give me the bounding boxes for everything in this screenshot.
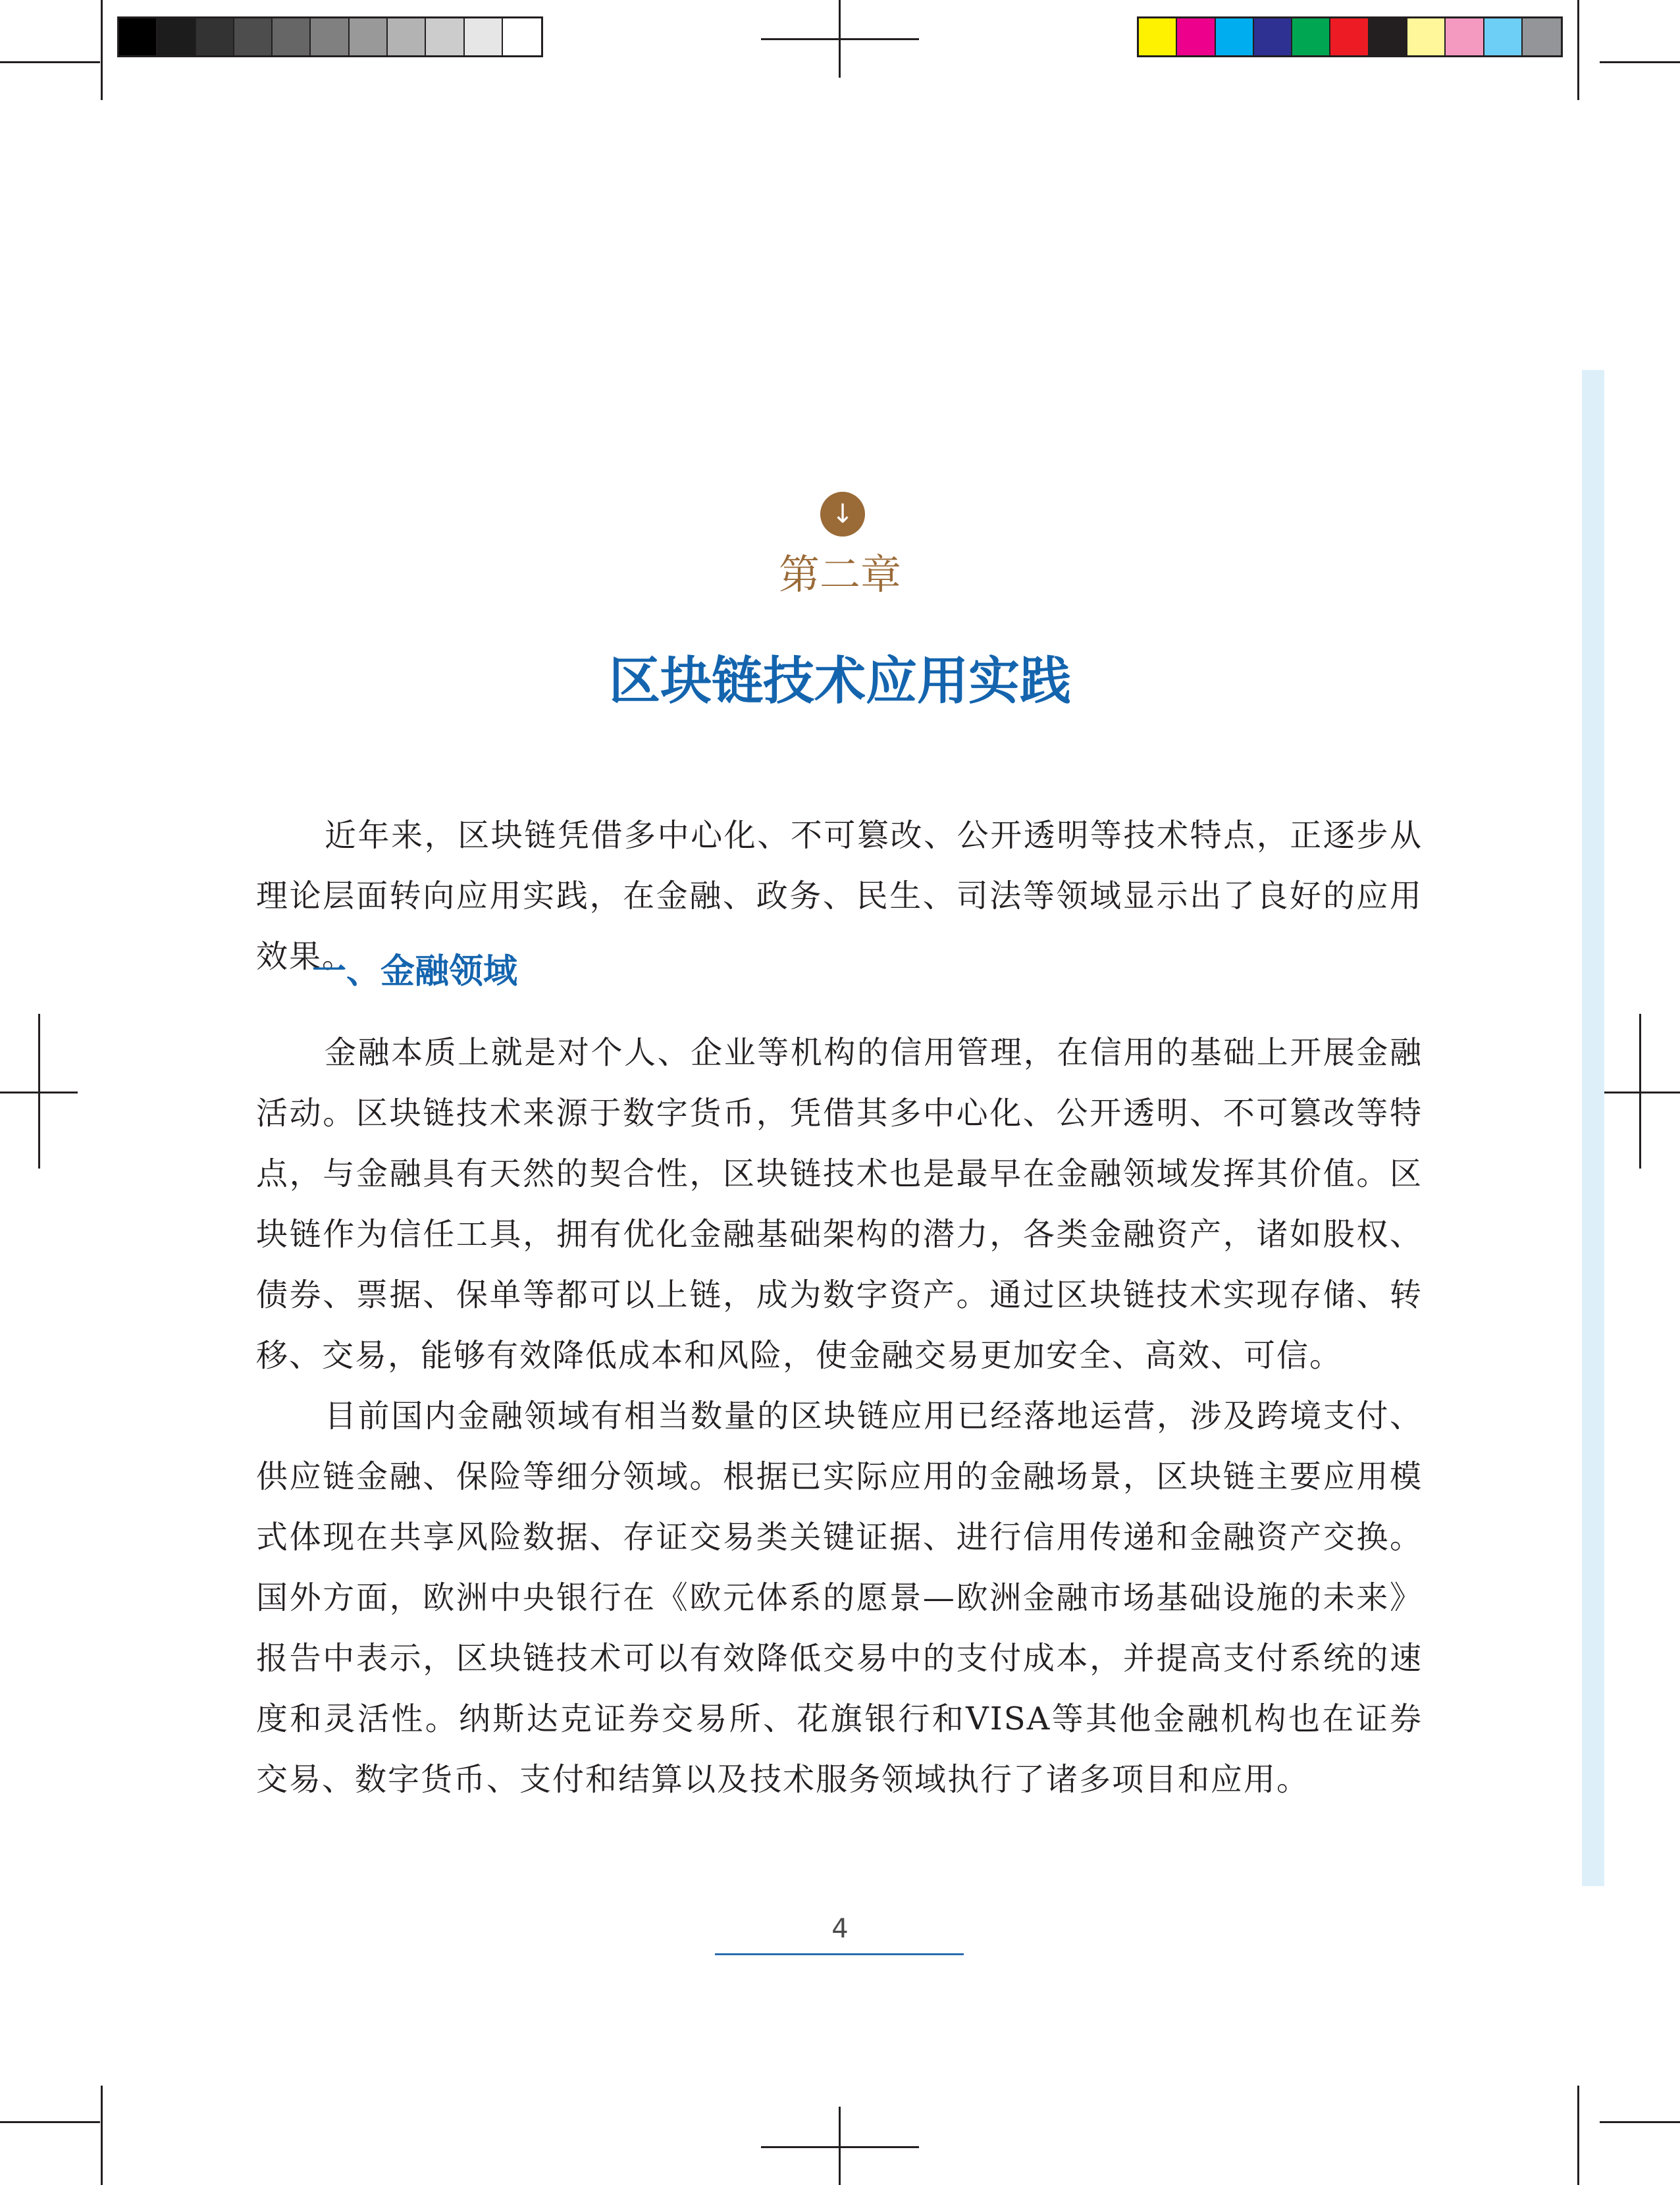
gray-swatch-6 xyxy=(311,18,349,55)
body-paragraph-1: 金融本质上就是对个人、企业等机构的信用管理，在信用的基础上开展金融活动。区块链技术来源于数字货币，凭借其多中心化、公开透明、不可篡改等特点，与金融具有天然的契合性，区块链技术也是最早在金融领域发挥其价值。区块链作为信任工具，拥有优化金融基础架构的潜力，各类金融资产，诸如股权、债券、票据、保单等都可以上链，成为数字资产。通过区块链技术实现存储、转移、交易，能够有效降低成本和风险，使金融交易更加安全、高效、可信。 xyxy=(256,1034,1423,1374)
color-swatch-7 xyxy=(1369,18,1407,55)
color-swatch-9 xyxy=(1446,18,1484,55)
down-arrow-circle-icon xyxy=(820,492,865,537)
color-swatch-6 xyxy=(1330,18,1369,55)
down-arrow-glyph: ↓ xyxy=(831,499,854,529)
gray-swatch-7 xyxy=(350,18,388,55)
color-swatch-10 xyxy=(1484,18,1523,55)
gray-swatch-2 xyxy=(157,18,196,55)
color-swatch-1 xyxy=(1139,18,1177,55)
color-swatch-8 xyxy=(1407,18,1446,55)
color-swatch-3 xyxy=(1216,18,1254,55)
gray-swatch-1 xyxy=(119,18,157,55)
gray-swatch-11 xyxy=(503,18,541,55)
gray-swatch-4 xyxy=(234,18,273,55)
chapter-title: 区块链技术应用实践 xyxy=(608,652,1071,711)
page-number: 4 xyxy=(831,1914,849,1944)
section-heading: 一、金融领域 xyxy=(312,952,518,991)
color-swatch-2 xyxy=(1177,18,1215,55)
color-swatch-4 xyxy=(1254,18,1292,55)
chapter-label: 第二章 xyxy=(778,550,901,598)
gray-swatch-9 xyxy=(426,18,464,55)
gray-swatch-5 xyxy=(273,18,311,55)
color-swatch-11 xyxy=(1523,18,1561,55)
color-swatch-5 xyxy=(1292,18,1330,55)
gray-swatch-3 xyxy=(196,18,234,55)
page-number-rule xyxy=(715,1953,964,1955)
gray-swatch-8 xyxy=(388,18,426,55)
gray-swatch-10 xyxy=(465,18,503,55)
color-calibration-strip xyxy=(1137,16,1563,57)
grayscale-calibration-strip xyxy=(117,16,543,57)
intro-paragraph: 近年来，区块链凭借多中心化、不可篡改、公开透明等技术特点，正逐步从理论层面转向应用实践，在金融、政务、民生、司法等领域显示出了良好的应用效果。 xyxy=(256,817,1423,975)
body-paragraph-2: 目前国内金融领域有相当数量的区块链应用已经落地运营，涉及跨境支付、供应链金融、保险等细分领域。根据已实际应用的金融场景，区块链主要应用模式体现在共享风险数据、存证交易类关键证据、进行信用传递和金融资产交换。国外方面，欧洲中央银行在《欧元体系的愿景—欧洲金融市场基础设施的未来》报告中表示，区块链技术可以有效降低交易中的支付成本，并提高支付系统的速度和灵活性。纳斯达克证券交易所、花旗银行和VISA等其他金融机构也在证券交易、数字货币、支付和结算以及技术服务领域执行了诸多项目和应用。 xyxy=(256,1398,1423,1798)
